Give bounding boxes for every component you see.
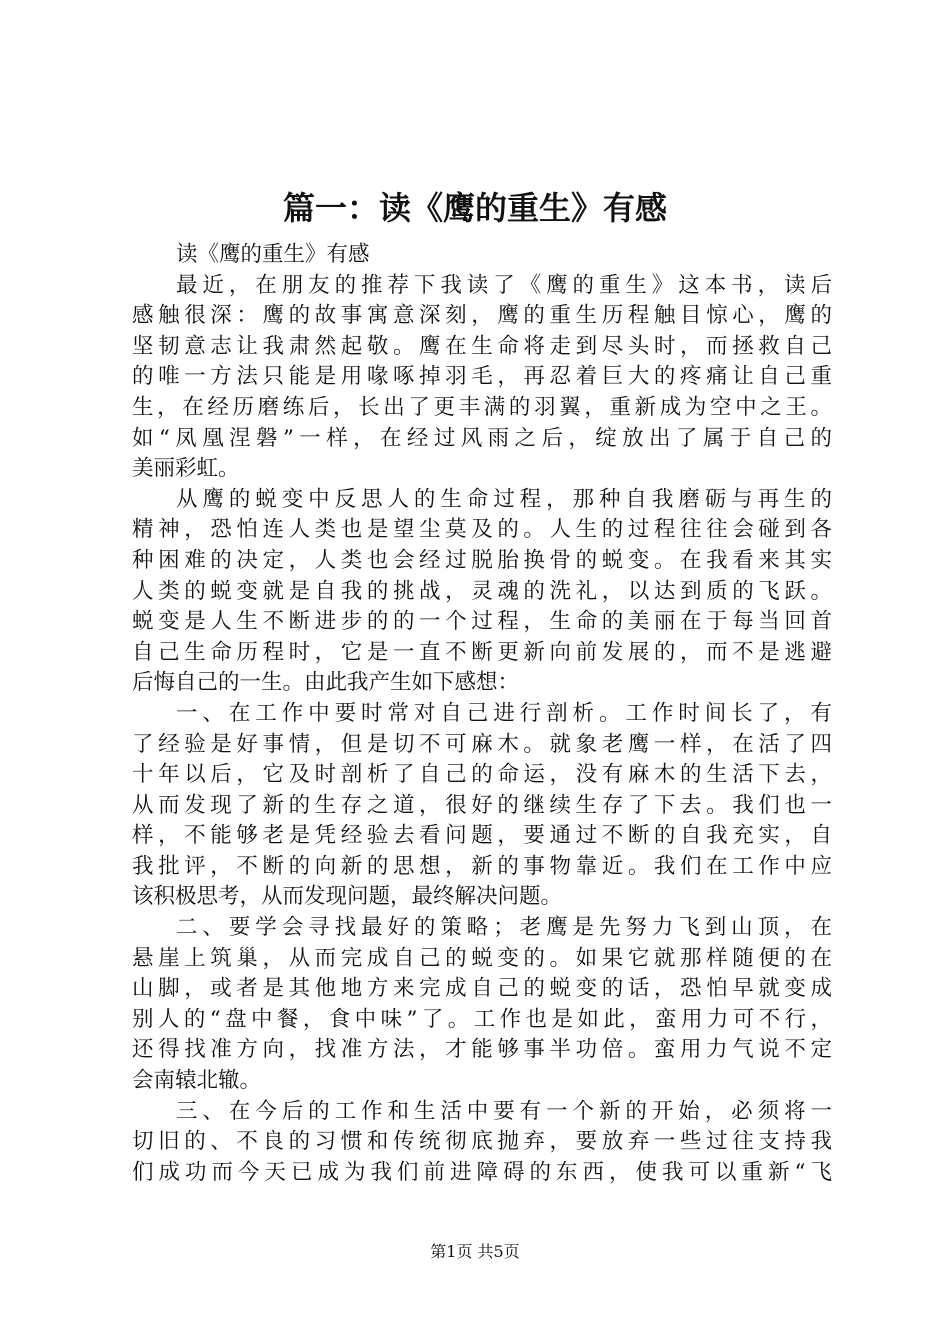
page-number: 第1页 共5页 [430,1242,520,1261]
text-line: 的唯一方法只能是用喙啄掉羽毛，再忍着巨大的疼痛让自己重 [132,364,832,390]
text-line: 二、要学会寻找最好的策略；老鹰是先努力飞到山顶，在 [176,915,832,941]
text-line: 读《鹰的重生》有感 [176,242,370,267]
text-line: 该积极思考，从而发现问题，最终解决问题。 [132,884,563,910]
text-line: 还得找准方向，找准方法，才能够事半功倍。蛮用力气说不定 [132,1037,832,1063]
text-line: 山脚，或者是其他地方来完成自己的蜕变的话，恐怕早就变成 [132,976,832,1002]
text-line: 会南辕北辙。 [132,1068,262,1094]
text-line: 种困难的决定，人类也会经过脱胎换骨的蜕变。在我看来其实 [132,547,832,573]
page-footer [0,1242,950,1262]
text-line: 从而发现了新的生存之道，很好的继续生存了下去。我们也一 [132,792,832,818]
text-line: 后悔自己的一生。由此我产生如下感想： [132,670,520,696]
text-line: 一、在工作中要时常对自己进行剖析。工作时间长了，有 [176,700,832,726]
text-line: 自己生命历程时，它是一直不断更新向前发展的，而不是逃避 [132,639,832,665]
document-body [132,240,832,1188]
text-line: 们成功而今天已成为我们前进障碍的东西，使我可以重新“飞 [132,1159,832,1185]
text-line: 别人的“盘中餐，食中味”了。工作也是如此，蛮用力可不行， [132,1006,832,1032]
text-line: 如“凤凰涅磐”一样，在经过风雨之后，绽放出了属于自己的 [132,425,832,451]
text-line: 从鹰的蜕变中反思人的生命过程，那种自我磨砺与再生的 [176,486,832,512]
text-line: 十年以后，它及时剖析了自己的命运，没有麻木的生活下去， [132,762,832,788]
text-line: 精神，恐怕连人类也是望尘莫及的。人生的过程往往会碰到各 [132,517,832,543]
text-line: 样，不能够老是凭经验去看问题，要通过不断的自我充实，自 [132,823,832,849]
text-line: 生，在经历磨练后，长出了更丰满的羽翼，重新成为空中之王。 [132,394,832,420]
text-line: 我批评，不断的向新的思想，新的事物靠近。我们在工作中应 [132,853,832,879]
text-line: 三、在今后的工作和生活中要有一个新的开始，必须将一 [176,1098,832,1124]
text-line: 蜕变是人生不断进步的的一个过程，生命的美丽在于每当回首 [132,609,832,635]
page-title: 篇一：读《鹰的重生》有感 [282,189,667,227]
text-line: 感触很深：鹰的故事寓意深刻，鹰的重生历程触目惊心，鹰的 [132,303,832,329]
text-line: 了经验是好事情，但是切不可麻木。就象老鹰一样，在活了四 [132,731,832,757]
text-line: 人类的蜕变就是自我的挑战，灵魂的洗礼，以达到质的飞跃。 [132,578,832,604]
text-line: 坚韧意志让我肃然起敬。鹰在生命将走到尽头时，而拯救自己 [132,333,832,359]
text-line: 美丽彩虹。 [132,456,240,482]
text-line: 切旧的、不良的习惯和传统彻底抛弃，要放弃一些过往支持我 [132,1129,832,1155]
text-line: 悬崖上筑巢，从而完成自己的蜕变的。如果它就那样随便的在 [132,945,832,971]
text-line: 最近，在朋友的推荐下我读了《鹰的重生》这本书，读后 [176,272,832,298]
